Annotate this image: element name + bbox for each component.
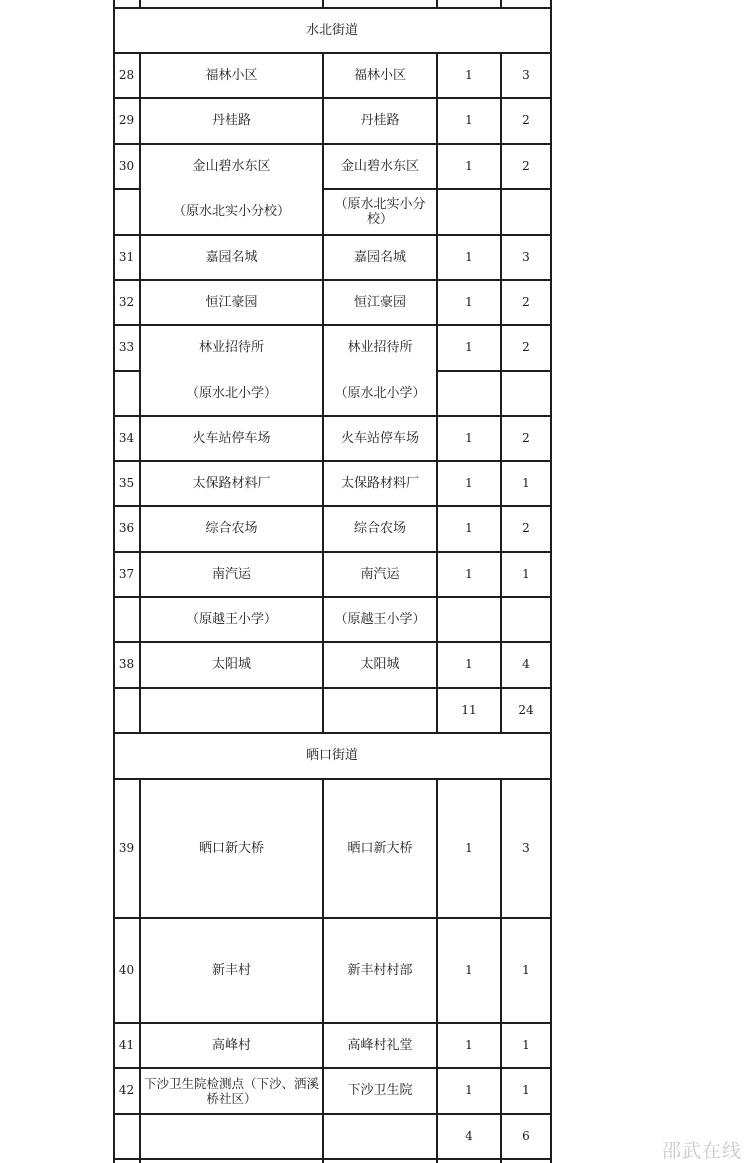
section-title-shuibei: 水北街道 xyxy=(305,22,358,38)
count-a: 1 xyxy=(465,340,473,354)
count-b: 1 xyxy=(522,566,530,581)
site-name: 恒江豪园 xyxy=(353,294,406,310)
count-a: 1 xyxy=(465,113,473,127)
count-a: 1 xyxy=(465,566,473,581)
site-name: 太阳城 xyxy=(360,657,400,672)
location-name: 火车站停车场 xyxy=(192,430,271,446)
count-b: 3 xyxy=(522,67,530,82)
subtotal-b: 24 xyxy=(518,702,534,717)
count-b: 1 xyxy=(522,962,530,977)
section-title-shaikou: 晒口街道 xyxy=(305,748,358,763)
site-name: 太保路材料厂 xyxy=(340,475,419,491)
count-a: 1 xyxy=(465,521,473,535)
count-b: 1 xyxy=(522,1083,530,1097)
row-number: 34 xyxy=(118,430,135,445)
count-b: 3 xyxy=(522,249,530,264)
count-b: 3 xyxy=(522,840,530,855)
count-b: 2 xyxy=(522,521,530,535)
count-b: 2 xyxy=(522,430,530,445)
site-name: 晒口新大桥 xyxy=(347,840,413,856)
row-divider xyxy=(436,370,551,372)
location-name: 高峰村 xyxy=(211,1037,251,1053)
count-b: 2 xyxy=(522,340,530,354)
site-former-name: （原水北实小分 校） xyxy=(334,196,426,227)
count-b: 2 xyxy=(522,294,530,309)
count-b: 2 xyxy=(522,113,530,127)
row-divider xyxy=(113,370,140,372)
location-name: 南汽运 xyxy=(211,566,251,582)
site-name: 南汽运 xyxy=(360,566,400,582)
count-b: 1 xyxy=(522,475,530,490)
row-number: 39 xyxy=(118,840,135,855)
row-divider xyxy=(113,1158,551,1160)
site-name: 林业招待所 xyxy=(347,340,413,355)
row-number: 29 xyxy=(118,113,135,127)
count-b: 1 xyxy=(522,1037,530,1052)
row-number: 31 xyxy=(118,249,135,264)
location-name: 嘉园名城 xyxy=(205,249,258,265)
count-b: 4 xyxy=(522,657,530,671)
row-number: 28 xyxy=(118,67,135,82)
location-former-name: （原水北实小分校） xyxy=(172,204,290,219)
site-name: 下沙卫生院 xyxy=(347,1083,413,1098)
count-a: 1 xyxy=(465,840,473,855)
count-a: 1 xyxy=(465,430,473,445)
site-name: 高峰村礼堂 xyxy=(347,1037,413,1053)
site-name: 新丰村村部 xyxy=(347,962,413,978)
row-divider xyxy=(113,188,140,190)
subtotal-a: 4 xyxy=(465,1128,473,1143)
site-name: 丹桂路 xyxy=(360,113,400,128)
location-former-name: （原水北小学） xyxy=(185,385,277,401)
location-name: 太保路材料厂 xyxy=(192,475,271,491)
site-name: 福林小区 xyxy=(353,67,406,83)
watermark-logo: 邵武在线 xyxy=(662,1140,743,1162)
location-name: 下沙卫生院检测点（下沙、洒溪 桥社区） xyxy=(143,1075,319,1106)
site-name: 金山碧水东区 xyxy=(340,158,419,174)
location-name: 丹桂路 xyxy=(211,113,251,128)
site-name: 嘉园名城 xyxy=(353,249,406,265)
location-name: 金山碧水东区 xyxy=(192,158,271,174)
location-name: 晒口新大桥 xyxy=(198,840,264,856)
site-name: 火车站停车场 xyxy=(340,430,419,446)
count-a: 1 xyxy=(465,158,473,173)
count-a: 1 xyxy=(465,294,473,309)
row-number: 42 xyxy=(118,1083,135,1097)
location-former-name: （原越王小学） xyxy=(185,611,277,627)
count-a: 1 xyxy=(465,67,473,82)
count-a: 1 xyxy=(465,962,473,977)
location-name: 综合农场 xyxy=(205,521,258,536)
location-name: 新丰村 xyxy=(211,962,251,978)
site-former-name: （原越王小学） xyxy=(334,611,426,627)
count-a: 1 xyxy=(465,657,473,671)
row-number: 33 xyxy=(118,340,135,354)
location-name: 太阳城 xyxy=(211,657,251,672)
site-name: 综合农场 xyxy=(353,521,406,536)
row-number: 40 xyxy=(118,962,135,977)
row-number: 41 xyxy=(118,1037,135,1052)
row-number: 37 xyxy=(118,566,135,581)
row-number: 35 xyxy=(118,475,135,490)
count-a: 1 xyxy=(465,475,473,490)
row-number: 32 xyxy=(118,294,135,309)
location-name: 福林小区 xyxy=(205,67,258,83)
row-number: 30 xyxy=(118,158,135,173)
subtotal-b: 6 xyxy=(522,1128,530,1143)
count-a: 1 xyxy=(465,1037,473,1052)
count-a: 1 xyxy=(465,1083,473,1097)
location-name: 恒江豪园 xyxy=(205,294,258,310)
subtotal-a: 11 xyxy=(461,702,477,717)
row-number: 38 xyxy=(118,657,135,671)
site-former-name: （原水北小学） xyxy=(334,385,426,401)
count-b: 2 xyxy=(522,158,530,173)
location-name: 林业招待所 xyxy=(198,340,264,355)
table-border-right xyxy=(550,0,552,1163)
row-number: 36 xyxy=(118,521,135,535)
count-a: 1 xyxy=(465,249,473,264)
